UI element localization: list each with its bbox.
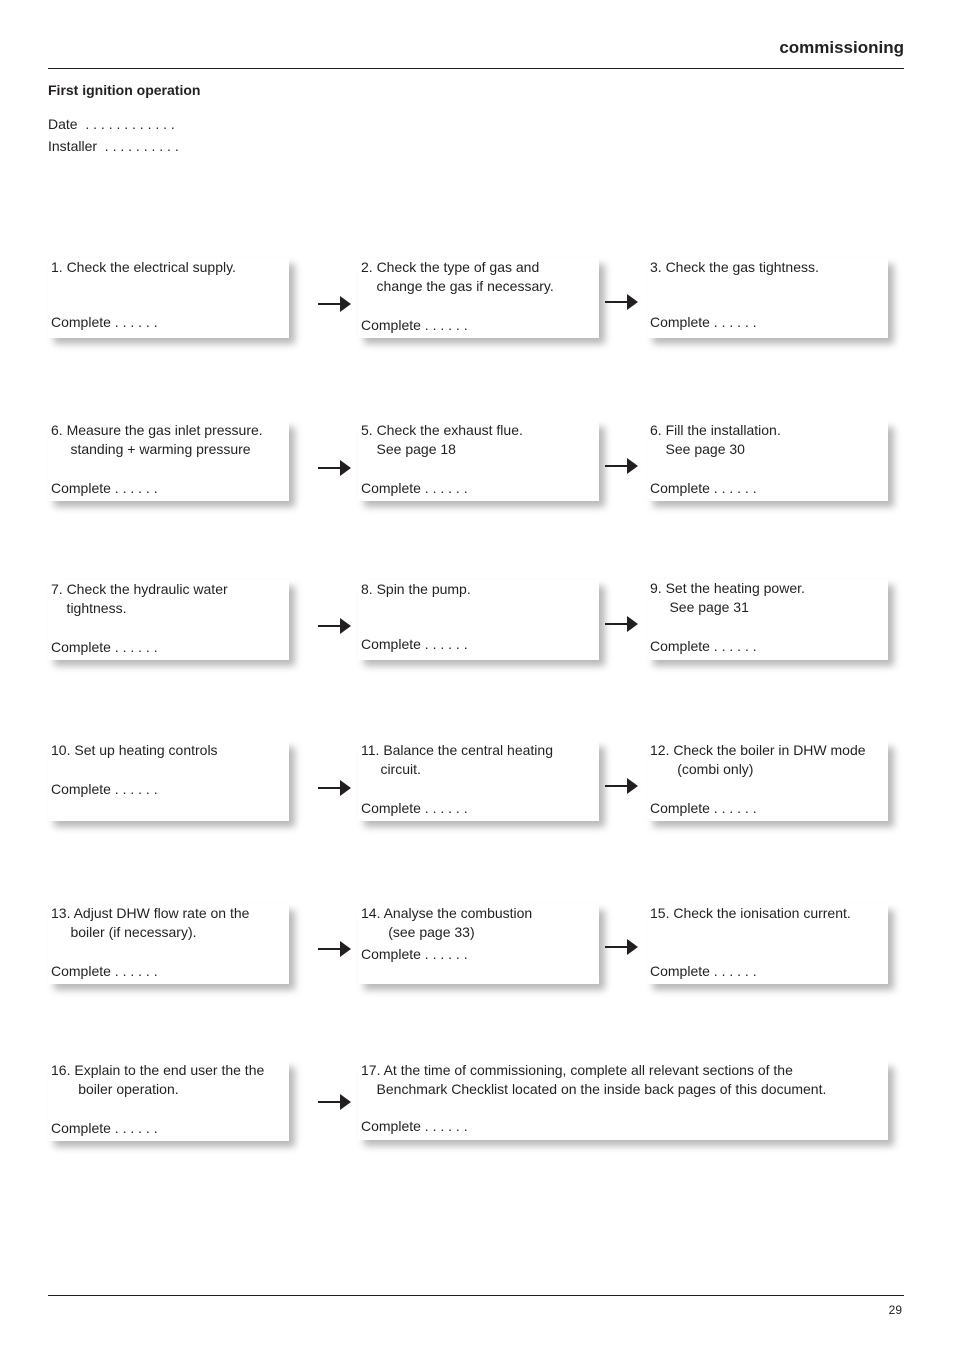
footer-rule [48,1295,904,1296]
step-complete-10: Complete . . . . . . [51,781,158,797]
arrow-right-icon [318,777,352,799]
step-text-8: 8. Spin the pump. [361,581,471,597]
step-complete-3: Complete . . . . . . [650,314,757,330]
step-complete-14: Complete . . . . . . [361,946,468,962]
step-complete-12: Complete . . . . . . [650,800,757,816]
step-box-8 [358,580,599,660]
step-box-10 [48,741,289,821]
step-text-5: 5. Check the exhaust flue. See page 18 [361,422,523,457]
step-complete-4: Complete . . . . . . [51,480,158,496]
section-title: commissioning [779,38,904,57]
step-complete-11: Complete . . . . . . [361,800,468,816]
arrow-right-icon [318,457,352,479]
step-text-2: 2. Check the type of gas and change the gas if necessary. [361,259,554,294]
step-box-3 [647,258,888,338]
arrow-right-icon [318,615,352,637]
header-rule [48,68,904,69]
step-text-9: 9. Set the heating power. See page 31 [650,580,805,615]
step-complete-17: Complete . . . . . . [361,1118,468,1134]
arrow-right-icon [318,293,352,315]
step-complete-13: Complete . . . . . . [51,963,158,979]
step-box-12 [647,741,888,821]
step-complete-5: Complete . . . . . . [361,480,468,496]
arrow-right-icon [605,455,639,477]
step-box-17 [358,1061,888,1140]
step-box-6 [647,421,888,501]
page-number: 29 [888,1303,902,1317]
step-box-7 [48,580,289,660]
step-text-17: 17. At the time of commissioning, complete all relevant sections of the Benchmark Checklist located on the inside back pages of this document. [361,1062,827,1097]
step-text-12: 12. Check the boiler in DHW mode (combi only) [650,742,866,777]
step-complete-1: Complete . . . . . . [51,314,158,330]
step-text-7: 7. Check the hydraulic water tightness. [51,581,228,616]
arrow-right-icon [318,1091,352,1113]
installer-field: Installer . . . . . . . . . . [48,138,179,154]
page-heading: First ignition operation [48,82,201,98]
step-box-11 [358,741,599,821]
step-box-4 [48,421,289,501]
step-box-15 [647,904,888,984]
step-text-3: 3. Check the gas tightness. [650,259,819,275]
step-complete-15: Complete . . . . . . [650,963,757,979]
step-text-13: 13. Adjust DHW flow rate on the boiler (if necessary). [51,905,250,940]
step-complete-6: Complete . . . . . . [650,480,757,496]
step-box-13 [48,904,289,984]
step-text-11: 11. Balance the central heating circuit. [361,742,553,777]
step-complete-2: Complete . . . . . . [361,317,468,333]
step-text-4: 6. Measure the gas inlet pressure. standing + warming pressure [51,422,263,457]
arrow-right-icon [605,936,639,958]
step-box-2 [358,258,599,338]
step-box-14 [358,904,599,984]
date-field: Date . . . . . . . . . . . . [48,116,175,132]
step-text-14: 14. Analyse the combustion (see page 33) [361,905,533,940]
step-text-16: 16. Explain to the end user the the boiler operation. [51,1062,265,1097]
step-text-15: 15. Check the ionisation current. [650,905,851,921]
step-complete-16: Complete . . . . . . [51,1120,158,1136]
step-complete-9: Complete . . . . . . [650,638,757,654]
step-box-16 [48,1061,289,1141]
arrow-right-icon [605,775,639,797]
step-complete-8: Complete . . . . . . [361,636,468,652]
arrow-right-icon [318,938,352,960]
step-text-1: 1. Check the electrical supply. [51,259,236,275]
step-box-1 [48,258,289,338]
step-box-9 [647,579,888,660]
step-box-5 [358,421,599,501]
arrow-right-icon [605,613,639,635]
step-text-6: 6. Fill the installation. See page 30 [650,422,781,457]
step-text-10: 10. Set up heating controls [51,742,218,758]
arrow-right-icon [605,291,639,313]
step-complete-7: Complete . . . . . . [51,639,158,655]
